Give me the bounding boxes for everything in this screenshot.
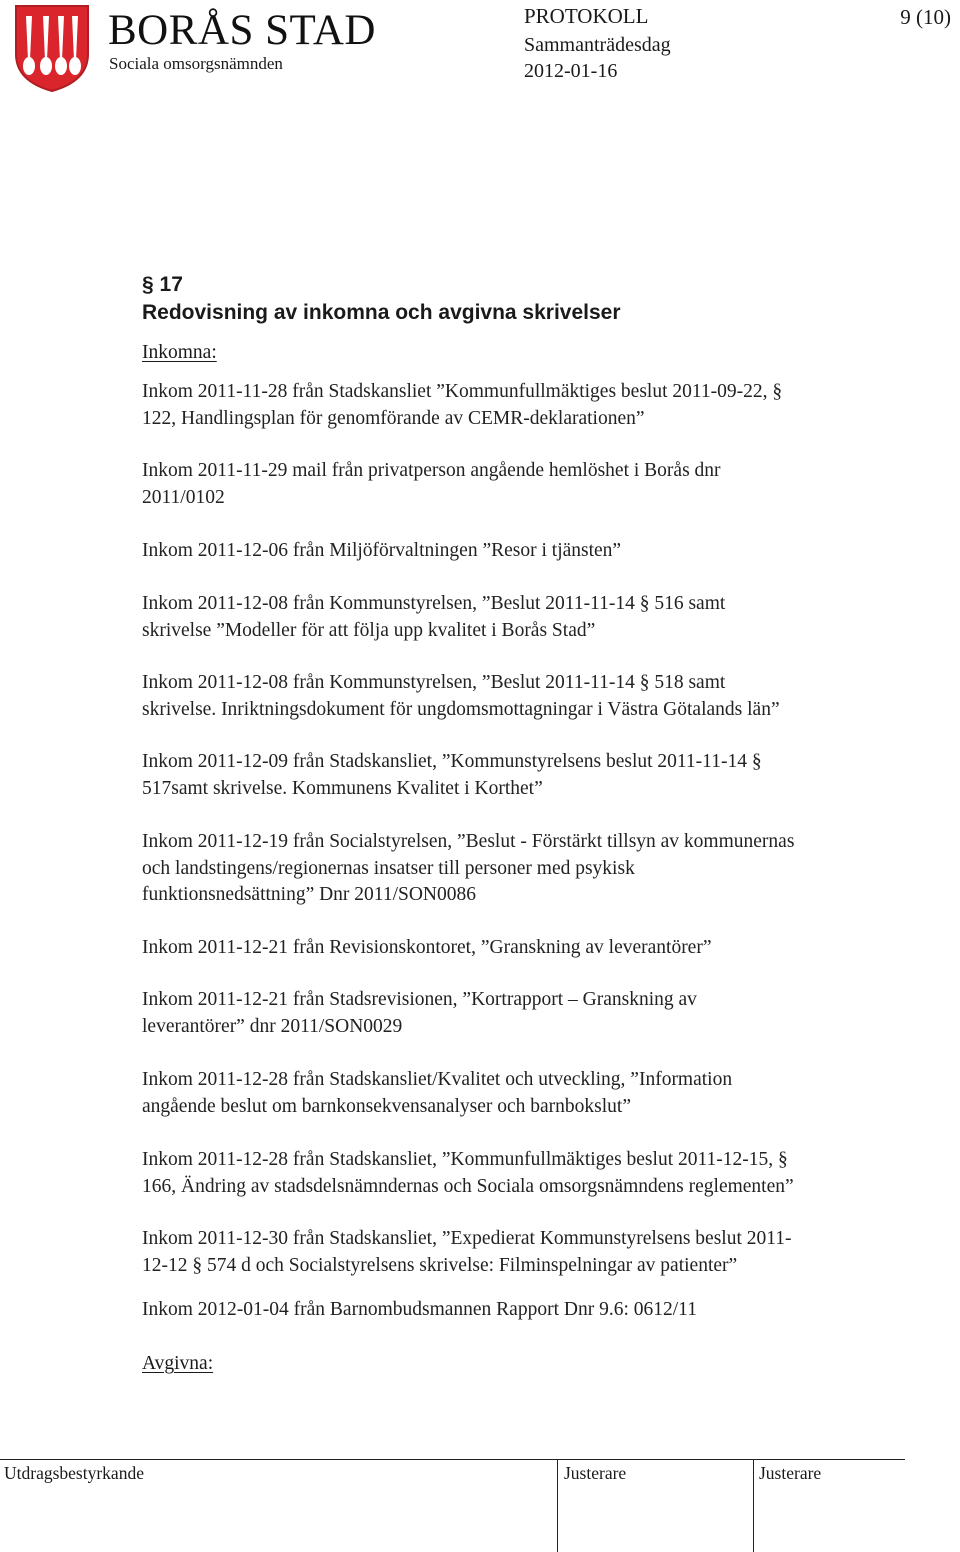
- document-type: PROTOKOLL: [524, 4, 649, 28]
- incoming-label: Inkomna:: [142, 342, 217, 363]
- list-item: Inkom 2011-12-06 från Miljöförvaltningen ”Resor i tjänsten”: [142, 540, 622, 561]
- meeting-label: Sammanträdesdag: [524, 34, 671, 56]
- org-name: BORÅS STAD: [108, 7, 376, 54]
- list-item: Inkom 2012-01-04 från Barnombudsmannen Rapport Dnr 9.6: 0612/11: [142, 1299, 697, 1320]
- list-item: Inkom 2011-12-30 från Stadskansliet, ”Expedierat Kommunstyrelsens beslut 2011- 12-12 § 574 d och Socialstyrelsens skrivelse: Filminspelningar av patienter”: [142, 1228, 792, 1276]
- list-item: Inkom 2011-12-28 från Stadskansliet, ”Kommunfullmäktiges beslut 2011-12-15, § 166, Ändring av stadsdelsnämndernas och Sociala omsorgsnämndens reglementen”: [142, 1149, 794, 1197]
- list-item: Inkom 2011-12-08 från Kommunstyrelsen, ”Beslut 2011-11-14 § 516 samt skrivelse ”Modeller för att följa upp kvalitet i Borås Stad”: [142, 593, 726, 641]
- certification-label: Utdragsbestyrkande: [4, 1463, 144, 1483]
- adjuster-label: Justerare: [564, 1463, 627, 1483]
- list-item: Inkom 2011-12-21 från Stadsrevisionen, ”Kortrapport – Granskning av leverantörer” dnr 2011/SON0029: [142, 989, 697, 1037]
- list-item: Inkom 2011-12-09 från Stadskansliet, ”Kommunstyrelsens beslut 2011-11-14 § 517samt skrivelse. Kommunens Kvalitet i Korthet”: [142, 751, 762, 799]
- list-item: Inkom 2011-11-28 från Stadskansliet ”Kommunfullmäktiges beslut 2011-09-22, § 122, Handlingsplan för genomförande av CEMR-deklarationen”: [142, 381, 783, 429]
- footer-column-divider: [557, 1459, 558, 1552]
- section-title: Redovisning av inkomna och avgivna skrivelser: [142, 301, 621, 324]
- list-item: Inkom 2011-12-08 från Kommunstyrelsen, ”Beslut 2011-11-14 § 518 samt skrivelse. Inriktningsdokument för ungdomsmottagningar i Västra Götalands län”: [142, 672, 780, 720]
- adjuster-label: Justerare: [759, 1463, 822, 1483]
- org-unit: Sociala omsorgsnämnden: [109, 54, 283, 73]
- boras-coat-of-arms-icon: [14, 4, 90, 92]
- section-number: § 17: [142, 273, 183, 296]
- page-number: 9 (10): [900, 5, 951, 29]
- meeting-date: 2012-01-16: [524, 60, 618, 82]
- list-item: Inkom 2011-12-21 från Revisionskontoret, ”Granskning av leverantörer”: [142, 937, 712, 958]
- list-item: Inkom 2011-11-29 mail från privatperson angående hemlöshet i Borås dnr 2011/0102: [142, 460, 721, 508]
- footer-divider: [0, 1459, 905, 1460]
- outgoing-label: Avgivna:: [142, 1353, 214, 1374]
- list-item: Inkom 2011-12-19 från Socialstyrelsen, ”Beslut - Förstärkt tillsyn av kommunernas och landstingens/regionernas insatser till personer med psykisk funktionsnedsättning” Dnr 2011/SON0086: [142, 831, 795, 905]
- list-item: Inkom 2011-12-28 från Stadskansliet/Kvalitet och utveckling, ”Information angående beslut om barnkonsekvensanalyser och barnbokslut”: [142, 1069, 733, 1117]
- footer-column-divider: [753, 1459, 754, 1552]
